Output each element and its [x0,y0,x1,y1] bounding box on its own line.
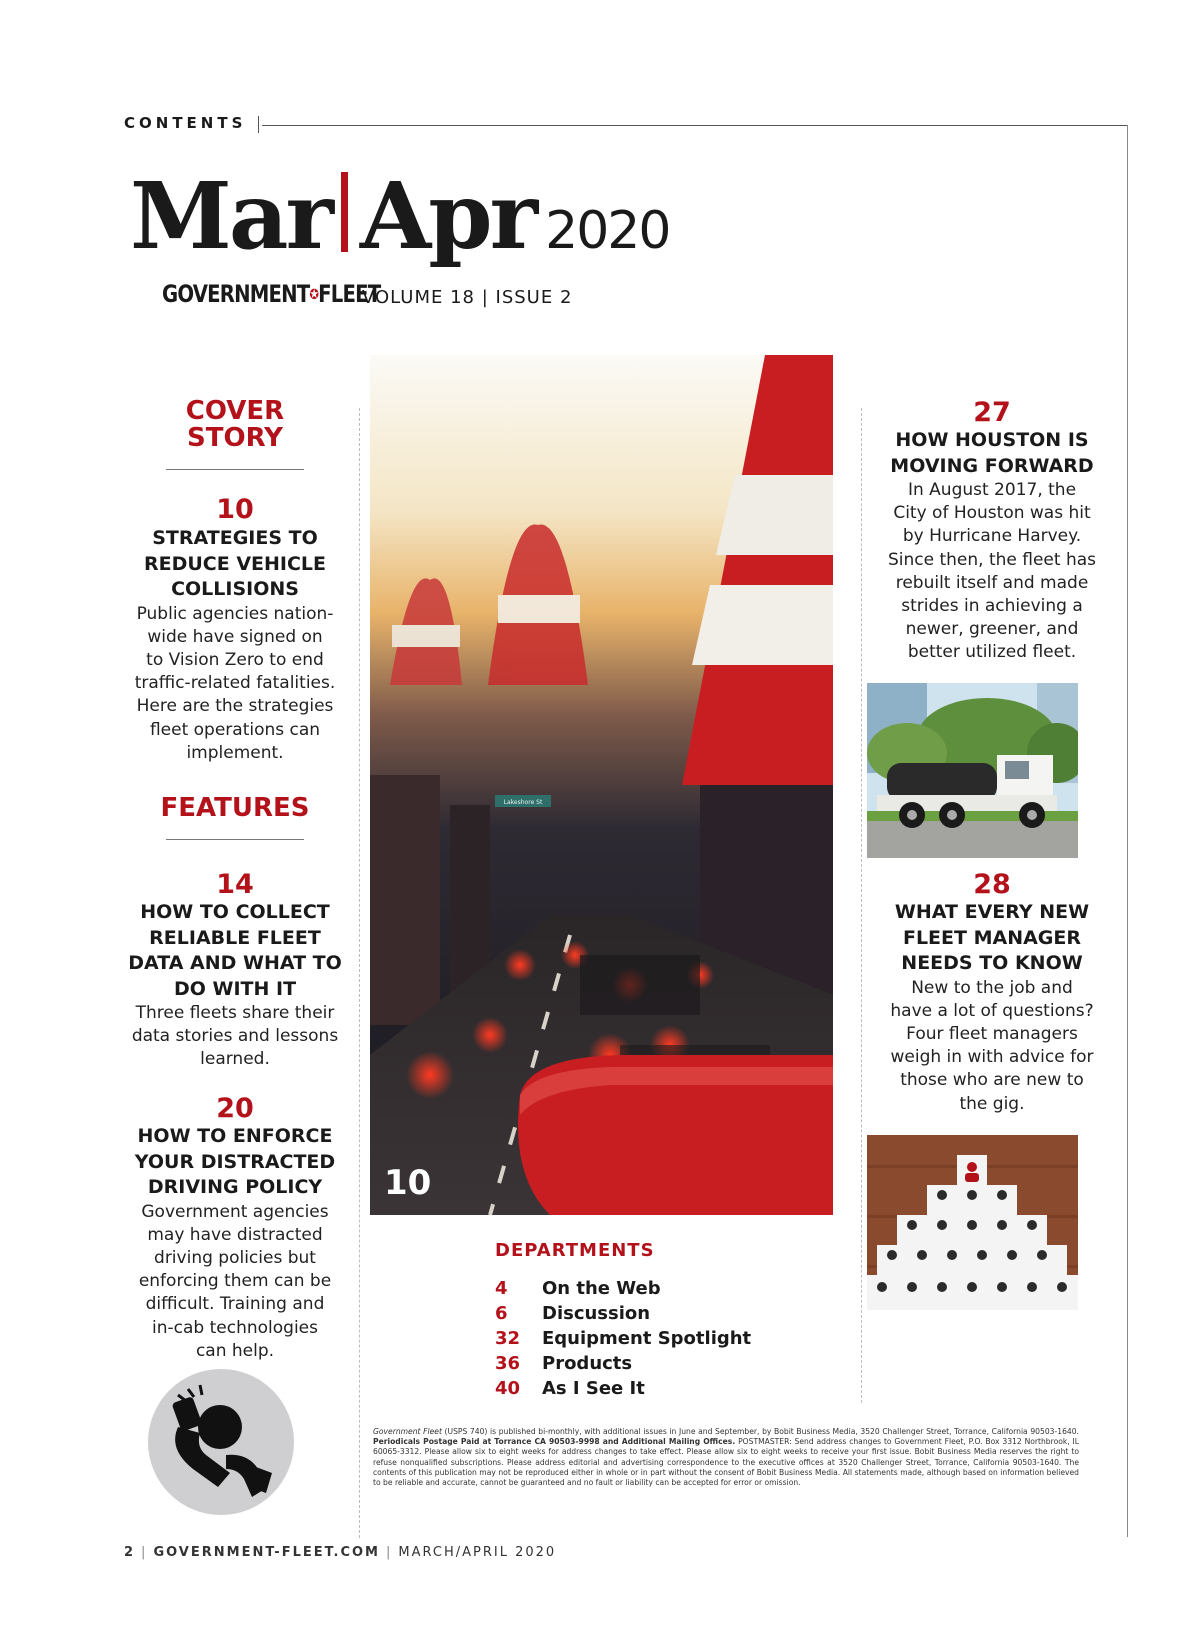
page-number[interactable]: 14 [216,869,254,900]
issue-masthead [130,162,670,270]
desc-line: can help. [195,1340,275,1361]
title-line: STRATEGIES TO [152,527,318,549]
title-line: RELIABLE FLEET [149,926,321,949]
column-divider-left [359,408,360,1538]
volume-issue: VOLUME 18 | ISSUE 2 [362,287,573,308]
cover-story-section [120,398,350,765]
feature-item [120,1094,350,1363]
article-description [120,1201,350,1363]
department-page: 40 [495,1378,521,1399]
cover-story-heading-line: COVER [185,396,285,426]
mast-month-2: Apr [359,162,536,270]
footer-page: 2 [124,1545,136,1560]
footer-separator: | [385,1545,393,1560]
department-item[interactable] [495,1376,751,1401]
legal-notice [373,1427,1079,1488]
department-item[interactable] [495,1326,751,1351]
title-line: HOW TO ENFORCE [137,1125,333,1147]
desc-line: enforcing them can be [138,1271,332,1292]
feature-item [120,870,350,1072]
puzzle-people-photo[interactable] [867,1135,1078,1310]
page-number[interactable]: 10 [216,494,254,525]
title-line: HOW HOUSTON IS [895,429,1089,451]
footer-separator: | [141,1545,148,1560]
title-line: DRIVING POLICY [147,1176,323,1198]
footer-site[interactable]: GOVERNMENT-FLEET.COM [153,1545,380,1560]
desc-line: Government agencies [141,1201,329,1222]
desc-line: may have distracted [147,1224,323,1245]
departments-heading: DEPARTMENTS [495,1240,655,1261]
desc-line: fleet operations can [149,719,321,740]
frame-right-rule [1127,125,1128,1537]
mast-month-1: Mar [130,162,331,270]
section-rule [166,469,304,470]
page-number[interactable]: 20 [216,1093,254,1124]
article-title[interactable] [876,428,1108,479]
desc-line: wide have signed on [147,626,323,647]
features-section [120,795,350,840]
desc-line: Four fleet managers [906,1023,1078,1044]
article-description [876,977,1108,1116]
page-number[interactable]: 28 [973,869,1011,900]
department-label: On the Web [542,1278,661,1299]
department-page: 6 [495,1303,508,1324]
desc-line: driving policies but [154,1247,316,1268]
desc-line: newer, greener, and [905,619,1079,640]
hero-graphic [370,355,833,1215]
distracted-driving-graphic [148,1369,294,1515]
hero-page-label: 10 [384,1163,432,1203]
desc-line: difficult. Training and [145,1294,325,1315]
article-title[interactable] [876,900,1108,977]
desc-line: by Hurricane Harvey. [902,526,1082,547]
desc-line: traffic-related fatalities. [134,673,336,694]
desc-line: to Vision Zero to end [146,649,324,670]
features-heading: FEATURES [160,793,310,823]
brand-left: GOVERNMENT [162,280,310,308]
title-line: FLEET MANAGER [902,926,1082,949]
title-line: YOUR DISTRACTED [134,1150,336,1173]
feature-item-right [876,870,1108,1116]
desc-line: Three fleets share their [135,1003,335,1023]
department-page: 4 [495,1278,508,1299]
article-description [120,1002,350,1072]
desc-line: In August 2017, the [907,480,1077,500]
article-title[interactable] [120,900,350,1002]
department-label: As I See It [542,1378,645,1399]
department-page: 36 [495,1353,521,1374]
article-title[interactable] [120,1124,350,1201]
legal-pub-name: Government Fleet [373,1427,442,1436]
title-line: COLLISIONS [171,578,299,600]
article-title[interactable] [120,526,350,603]
title-line: NEEDS TO KNOW [901,952,1083,974]
title-line: MOVING FORWARD [890,454,1094,477]
header-rule [262,125,1128,126]
desc-line: weigh in with advice for [890,1047,1094,1068]
cover-story-heading [120,398,350,452]
street-sign-text: Lakeshore St [503,799,543,806]
legal-bold: Periodicals Postage Paid at Torrance CA 90503-9998 and Additional Mailing Offices. [373,1437,736,1447]
department-item[interactable] [495,1276,751,1301]
article-description [876,479,1108,665]
title-line: DATA AND WHAT TO [128,952,342,974]
desc-line: New to the job and [911,977,1073,998]
desc-line: Public agencies nation- [136,603,334,624]
mast-year: 2020 [545,201,670,261]
brand-right: FLEET [318,280,381,308]
truck-graphic [867,683,1078,858]
department-item[interactable] [495,1351,751,1376]
mast-divider [341,172,348,252]
title-line: WHAT EVERY NEW [894,901,1090,923]
department-label: Equipment Spotlight [542,1328,752,1349]
feature-item-right [876,398,1108,665]
page-number[interactable]: 27 [973,397,1011,428]
column-divider-right [861,408,862,1403]
brand-logo [162,280,380,308]
desc-line: better utilized fleet. [907,642,1077,663]
desc-line: in-cab technologies [152,1317,318,1338]
cover-photo-traffic-cones[interactable] [370,355,833,1215]
houston-truck-photo[interactable] [867,683,1078,858]
legal-text: (USPS 740) is published bi-monthly, with additional issues in June and September, by Bobit Business Media, 3520 Challenger Street, Torrance, California 90503-1640. [441,1427,1079,1436]
header-divider-tick [258,116,259,133]
desc-line: learned. [200,1049,270,1070]
departments-list [495,1276,751,1401]
title-line: HOW TO COLLECT [140,901,330,923]
footer-date: MARCH/APRIL 2020 [398,1545,557,1560]
department-label: Products [542,1353,633,1374]
desc-line: data stories and lessons [131,1026,339,1047]
desc-line: City of Houston was hit [893,503,1091,524]
desc-line: implement. [186,742,284,763]
article-description [120,603,350,765]
desc-line: the gig. [959,1093,1025,1114]
page-footer [124,1545,556,1560]
desc-line: Since then, the fleet has [887,549,1097,570]
title-line: DO WITH IT [173,977,297,1000]
section-rule [166,839,304,840]
department-item[interactable] [495,1301,751,1326]
desc-line: Here are the strategies [136,696,334,717]
desc-line: have a lot of questions? [890,1000,1094,1021]
contents-label: CONTENTS [124,114,247,132]
distracted-driving-icon [148,1369,294,1515]
desc-line: strides in achieving a [901,596,1083,617]
desc-line: those who are new to [900,1070,1084,1091]
star-icon: ✪ [309,287,319,303]
puzzle-graphic [867,1135,1078,1310]
department-page: 32 [495,1328,521,1349]
title-line: REDUCE VEHICLE [143,552,327,575]
cover-story-heading-line: STORY [187,423,283,453]
desc-line: rebuilt itself and made [895,572,1089,593]
legal-text: POSTMASTER: Send address changes to Government Fleet, P.O. Box 3312 Northbrook, IL 60065-3312. Please allow six to eight weeks for address changes to take effect. Please allow six to eight weeks to receive your first issue. Bobit Business Media reserves the right to refuse nonqualified subscriptions. Please address editorial and advertising correspondence to the executive offices at 3520 Challenger Street, Torrance, California 90503-1640. The contents of this publication may not be reproduced either in whole or in part without the consent of Bobit Business Media. All statements made, although based on information believed to be reliable and accurate, cannot be guaranteed and no fault or liability can be accepted for error or omission. [373,1437,1080,1488]
department-label: Discussion [542,1303,651,1324]
